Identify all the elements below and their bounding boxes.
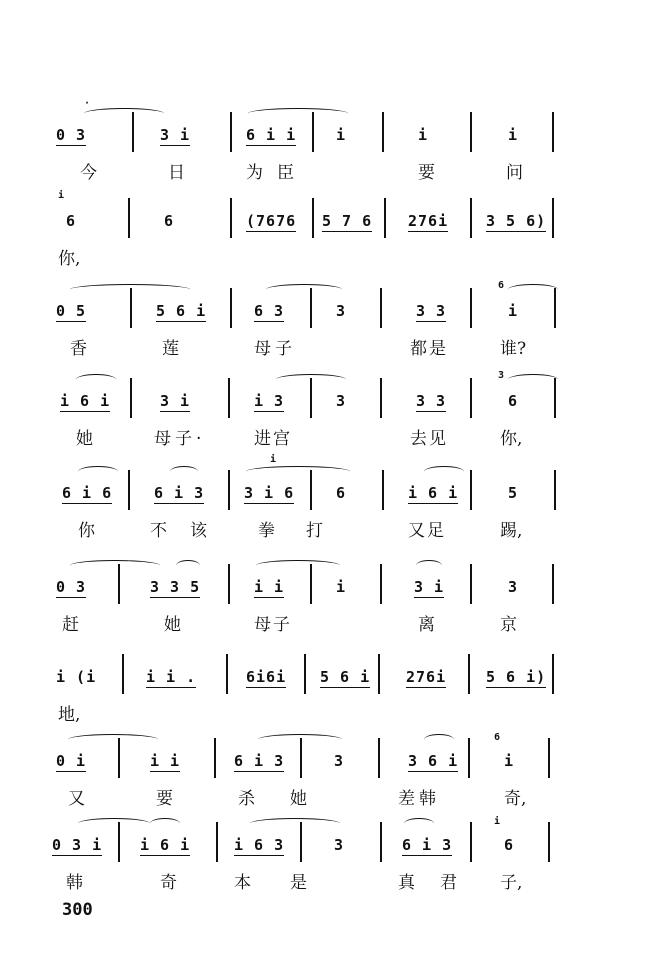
barline	[470, 112, 472, 152]
lyric: 进宫	[254, 429, 292, 449]
barline	[228, 378, 230, 418]
slur	[250, 818, 340, 829]
lyric: 她	[290, 789, 307, 809]
barline	[554, 470, 556, 510]
barline	[548, 822, 550, 862]
slur	[76, 374, 116, 385]
notation-token: i 6 i	[60, 392, 111, 410]
grace-note: 6	[494, 732, 501, 743]
barline	[304, 654, 306, 694]
barline	[470, 470, 472, 510]
lyric: 真	[398, 873, 415, 893]
lyric: 差韩	[398, 789, 440, 809]
barline	[300, 822, 302, 862]
notation-system	[0, 370, 660, 462]
barline	[470, 564, 472, 604]
barline	[312, 198, 314, 238]
notation-system	[0, 98, 660, 196]
barline	[382, 470, 384, 510]
barline	[380, 288, 382, 328]
notation-token: i	[336, 578, 347, 596]
lyric: 又足	[408, 521, 446, 541]
barline	[470, 378, 472, 418]
lyric: 你,	[500, 429, 523, 449]
notation-token: 6 3	[254, 302, 285, 320]
notation-token: 3	[336, 392, 347, 410]
barline	[310, 564, 312, 604]
lyric: 离	[418, 615, 435, 635]
lyric: 又	[68, 789, 85, 809]
lyric: 该	[190, 521, 207, 541]
slur	[248, 108, 348, 119]
slur	[68, 734, 158, 745]
notation-token: 6	[504, 836, 515, 854]
lyric: 她	[76, 429, 93, 449]
slur	[170, 466, 198, 477]
slur	[424, 466, 464, 477]
notation-token: i 6 i	[408, 484, 459, 502]
notation-system	[0, 654, 660, 738]
page-number: 300	[62, 900, 93, 920]
notation-token: 276i	[406, 668, 447, 686]
lyric: 是	[290, 873, 307, 893]
notation-token: 5 6 i)	[486, 668, 547, 686]
notation-token: 6	[336, 484, 347, 502]
barline	[554, 288, 556, 328]
notation-token: 0 3	[56, 578, 87, 596]
lyric: 韩	[66, 873, 83, 893]
notation-token: i	[336, 126, 347, 144]
notation-system	[0, 190, 660, 282]
barline	[552, 198, 554, 238]
notation-token: 3 i	[160, 392, 191, 410]
barline	[130, 288, 132, 328]
notation-token: 3 5 6)	[486, 212, 547, 230]
barline	[226, 654, 228, 694]
notation-token: 3 i	[414, 578, 445, 596]
lyric: 子,	[500, 873, 523, 893]
notation-token: 6i6i	[246, 668, 287, 686]
barline	[378, 654, 380, 694]
lyric: 拳	[258, 521, 275, 541]
notation-token: i (i	[56, 668, 97, 686]
notation-token: 0 5	[56, 302, 87, 320]
slur	[70, 560, 160, 571]
lyric: 她	[164, 615, 181, 635]
notation-token: 6	[508, 392, 519, 410]
notation-token: i	[418, 126, 429, 144]
notation-token: 0 3	[56, 126, 87, 144]
barline	[552, 654, 554, 694]
lyric: 要	[418, 163, 435, 183]
lyric: 母子	[254, 339, 296, 359]
notation-system	[0, 564, 660, 648]
notation-token: 3	[508, 578, 519, 596]
lyric: 你,	[58, 249, 81, 269]
notation-token: i 6 i	[140, 836, 191, 854]
notation-token: 6 i 3	[154, 484, 205, 502]
slur	[246, 466, 350, 477]
barline	[554, 378, 556, 418]
slur	[176, 560, 200, 571]
notation-token: 3 i 6	[244, 484, 295, 502]
notation-token: 3	[334, 752, 345, 770]
slur	[78, 818, 150, 829]
notation-token: 3 6 i	[408, 752, 459, 770]
notation-system	[0, 816, 660, 906]
notation-token: 3 3	[416, 392, 447, 410]
notation-token: 6	[164, 212, 175, 230]
notation-token: 3 3 5	[150, 578, 201, 596]
barline	[548, 738, 550, 778]
notation-token: 0 i	[56, 752, 87, 770]
notation-token: i i	[150, 752, 181, 770]
barline	[228, 564, 230, 604]
slur	[508, 374, 558, 385]
barline	[310, 288, 312, 328]
notation-token: 3	[334, 836, 345, 854]
barline	[468, 654, 470, 694]
lyric: 奇	[160, 873, 177, 893]
barline	[552, 112, 554, 152]
slur	[256, 560, 340, 571]
notation-token: 5 7 6	[322, 212, 373, 230]
lyric: 母子	[254, 615, 292, 635]
slur	[266, 284, 342, 295]
barline	[470, 198, 472, 238]
lyric: 君	[440, 873, 457, 893]
lyric: 香	[70, 339, 87, 359]
slur	[404, 818, 434, 829]
notation-token: (7676	[246, 212, 297, 230]
notation-system	[0, 454, 660, 554]
barline	[230, 288, 232, 328]
barline	[382, 112, 384, 152]
barline	[380, 564, 382, 604]
slur	[424, 734, 454, 745]
notation-token: 3 3	[416, 302, 447, 320]
lyric: 都是	[410, 339, 448, 359]
notation-token: 3	[336, 302, 347, 320]
grace-note: i	[270, 454, 277, 465]
barline	[378, 738, 380, 778]
notation-token: i	[508, 126, 519, 144]
notation-token: 6 i 3	[402, 836, 453, 854]
lyric: 地,	[58, 705, 81, 725]
barline	[380, 822, 382, 862]
barline	[310, 378, 312, 418]
notation-token: 6 i i	[246, 126, 297, 144]
notation-token: i	[508, 302, 519, 320]
lyric: 本	[234, 873, 251, 893]
grace-note: 3	[498, 370, 505, 381]
lyric: 问	[506, 163, 523, 183]
notation-token: 3 i	[160, 126, 191, 144]
barline	[230, 112, 232, 152]
lyric: 杀	[238, 789, 255, 809]
barline	[380, 378, 382, 418]
lyric: 奇,	[504, 789, 527, 809]
notation-system	[0, 280, 660, 372]
lyric: 赶	[62, 615, 79, 635]
barline	[132, 112, 134, 152]
barline	[552, 564, 554, 604]
lyric: 京	[500, 615, 517, 635]
notation-token: i i .	[146, 668, 197, 686]
notation-token: 6	[66, 212, 77, 230]
barline	[130, 378, 132, 418]
slur	[150, 818, 180, 829]
lyric: 莲	[162, 339, 179, 359]
lyric: 去见	[410, 429, 448, 449]
barline	[468, 738, 470, 778]
notation-token: 5 6 i	[320, 668, 371, 686]
barline	[118, 822, 120, 862]
notation-token: 6 i 3	[234, 752, 285, 770]
lyric: 你	[78, 521, 95, 541]
lyric: 谁?	[500, 339, 527, 359]
lyric: 今	[80, 163, 97, 183]
barline	[122, 654, 124, 694]
lyric: 不	[150, 521, 167, 541]
barline	[118, 738, 120, 778]
notation-token: 276i	[408, 212, 449, 230]
lyric: 打	[306, 521, 323, 541]
lyric: 踢,	[500, 521, 523, 541]
notation-token: i i	[254, 578, 285, 596]
lyric: 母子·	[154, 429, 206, 449]
barline	[300, 738, 302, 778]
notation-token: i 6 3	[234, 836, 285, 854]
slur	[416, 560, 442, 571]
notation-token: i	[504, 752, 515, 770]
barline	[470, 288, 472, 328]
barline	[128, 198, 130, 238]
notation-token: 6 i 6	[62, 484, 113, 502]
slur	[84, 108, 164, 119]
barline	[310, 470, 312, 510]
notation-token: 0 3 i	[52, 836, 103, 854]
barline	[214, 738, 216, 778]
grace-note: ·	[84, 98, 91, 109]
barline	[216, 822, 218, 862]
barline	[230, 198, 232, 238]
notation-system	[0, 732, 660, 822]
barline	[228, 470, 230, 510]
barline	[118, 564, 120, 604]
barline	[384, 198, 386, 238]
lyric: 为臣	[246, 163, 308, 183]
grace-note: i	[58, 190, 65, 201]
notation-token: 5 6 i	[156, 302, 207, 320]
lyric: 日	[168, 163, 185, 183]
grace-note: i	[494, 816, 501, 827]
barline	[312, 112, 314, 152]
notation-token: 5	[508, 484, 519, 502]
notation-token: i 3	[254, 392, 285, 410]
slur	[508, 284, 558, 295]
barline	[128, 470, 130, 510]
slur	[78, 466, 118, 477]
barline	[470, 822, 472, 862]
grace-note: 6	[498, 280, 505, 291]
lyric: 要	[156, 789, 173, 809]
